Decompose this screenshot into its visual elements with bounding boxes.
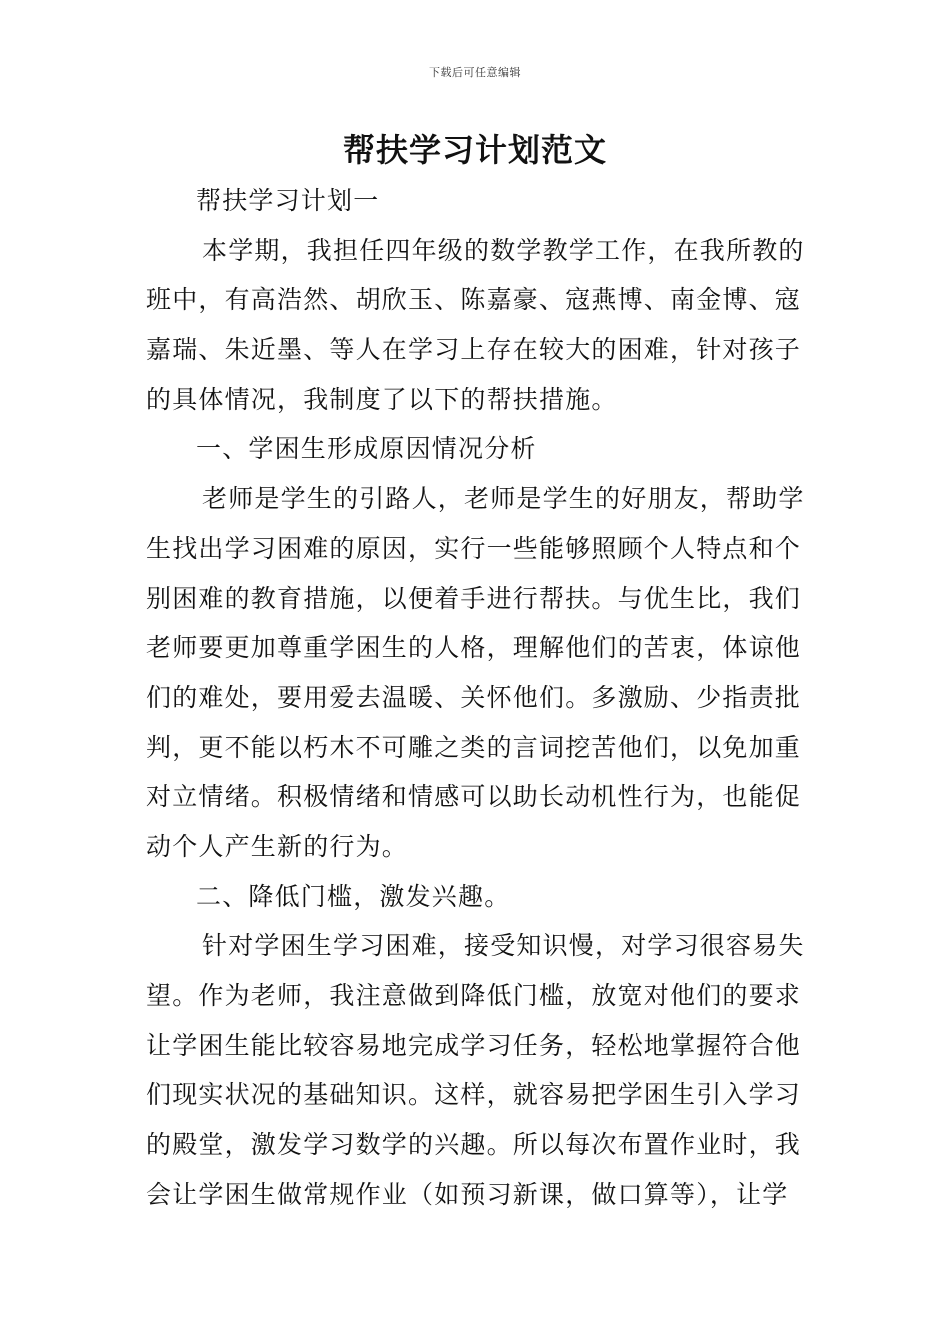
plan-subtitle: 帮扶学习计划一 <box>196 186 380 215</box>
section-heading-1: 一、学困生形成原因情况分析 <box>196 434 537 464</box>
paragraph-line: 动个人产生新的行为。 <box>146 831 409 861</box>
paragraph-line: 们现实状况的基础知识。这样，就容易把学困生引入学习 <box>146 1080 802 1110</box>
paragraph-line: 班中，有高浩然、胡欣玉、陈嘉豪、寇燕博、南金博、寇 <box>146 285 802 315</box>
section-heading-2: 二、降低门槛，激发兴趣。 <box>196 881 511 911</box>
document-title: 帮扶学习计划范文 <box>342 131 607 169</box>
paragraph-line: 老师是学生的引路人，老师是学生的好朋友，帮助学 <box>202 484 805 514</box>
paragraph-line: 生找出学习困难的原因，实行一些能够照顾个人特点和个 <box>146 533 802 563</box>
paragraph-line: 老师要更加尊重学困生的人格，理解他们的苦衷，体谅他 <box>146 633 802 663</box>
paragraph-line: 们的难处，要用爱去温暖、关怀他们。多激励、少指责批 <box>146 682 802 712</box>
paragraph-line: 本学期，我担任四年级的数学教学工作，在我所教的 <box>202 235 805 265</box>
paragraph-line: 望。作为老师，我注意做到降低门槛，放宽对他们的要求 <box>146 981 802 1010</box>
paragraph-line: 嘉瑞、朱近墨、等人在学习上存在较大的困难，针对孩子 <box>146 335 802 365</box>
paragraph-line: 的殿堂，激发学习数学的兴趣。所以每次布置作业时，我 <box>146 1130 802 1160</box>
paragraph-line: 的具体情况，我制度了以下的帮扶措施。 <box>146 384 618 414</box>
paragraph-line: 让学困生能比较容易地完成学习任务，轻松地掌握符合他 <box>146 1030 802 1060</box>
paragraph-line: 对立情绪。积极情绪和情感可以助长动机性行为，也能促 <box>146 782 802 812</box>
paragraph-line: 会让学困生做常规作业（如预习新课，做口算等），让学 <box>146 1179 789 1209</box>
page-header-note: 下载后可任意编辑 <box>429 66 521 79</box>
paragraph-line: 判，更不能以朽木不可雕之类的言词挖苦他们，以免加重 <box>146 732 802 762</box>
paragraph-line: 针对学困生学习困难，接受知识慢，对学习很容易失 <box>202 931 805 961</box>
document-body <box>146 176 806 1219</box>
paragraph-line: 别困难的教育措施，以便着手进行帮扶。与优生比，我们 <box>146 583 802 613</box>
